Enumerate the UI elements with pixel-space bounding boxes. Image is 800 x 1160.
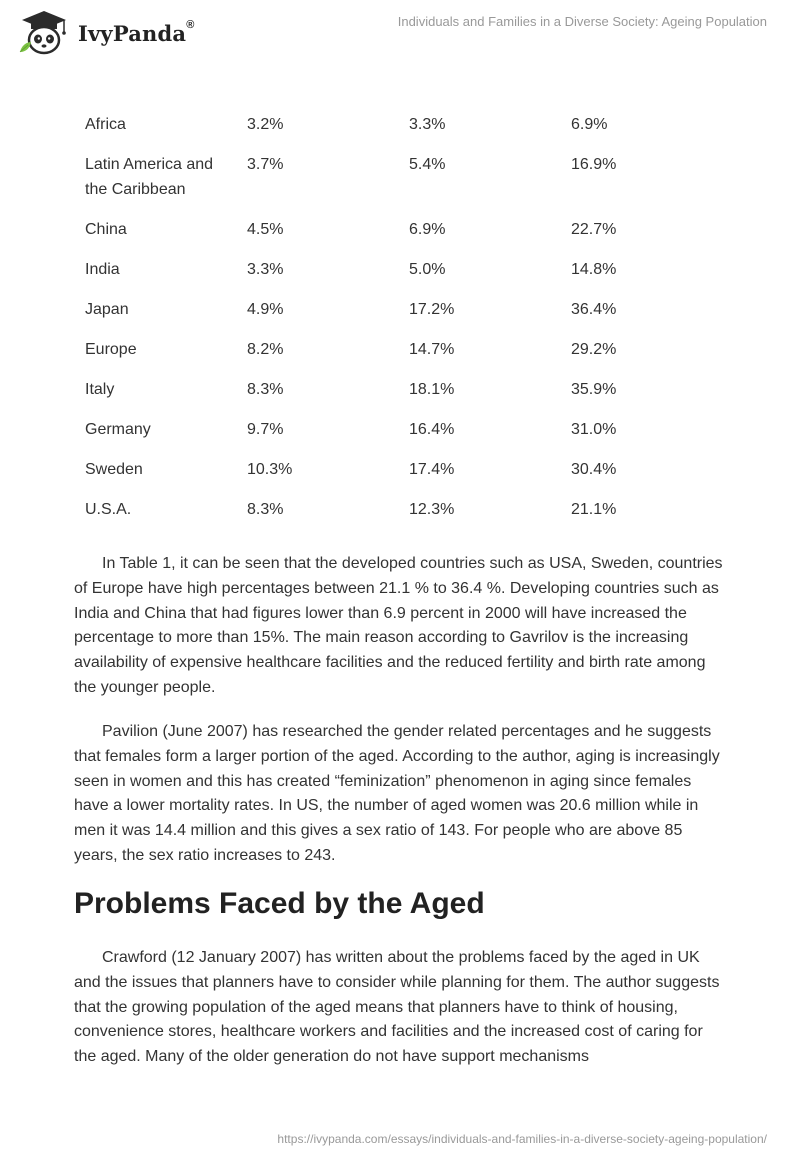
table-cell-region: Europe: [85, 341, 137, 358]
table-cell-value: 3.2%: [247, 116, 284, 133]
table-cell-value: 5.0%: [409, 261, 446, 278]
section-heading: Problems Faced by the Aged: [74, 887, 485, 920]
table-cell-value: 16.4%: [409, 421, 455, 438]
table-cell-value: 21.1%: [571, 501, 617, 518]
table-cell-region: Japan: [85, 301, 129, 318]
paragraph: [74, 946, 729, 1070]
table-cell-value: 35.9%: [571, 381, 617, 398]
table-cell-value: 22.7%: [571, 221, 617, 238]
table-cell-region: Italy: [85, 381, 115, 398]
table-row: [74, 250, 714, 290]
paragraph-text: In Table 1, it can be seen that the developed countries such as USA, Sweden, countries of Europe have high percentages between 21.1 % to 36.4 %. Developing countries such as India and China that had figures lower than 6.9 percent in 2000 will have increased the percentage to more than 15%. The main reason according to Gavrilov is the increasing availability of expensive healthcare facilities and the reduced fertility and birth rate among the younger people.: [74, 555, 723, 696]
table-cell-value: 8.3%: [247, 501, 284, 518]
table-cell-value: 16.9%: [571, 156, 617, 173]
table-cell-value: 10.3%: [247, 461, 293, 478]
table-cell-value: 8.3%: [247, 381, 284, 398]
table-cell-value: 5.4%: [409, 156, 446, 173]
page-header: [0, 0, 800, 70]
logo-wordmark: IvyPanda: [78, 20, 187, 46]
paragraph: [74, 552, 729, 701]
table-row: [74, 104, 714, 145]
table-cell-value: 9.7%: [247, 421, 284, 438]
table-row: [74, 450, 714, 490]
table-cell-value: 12.3%: [409, 501, 455, 518]
table-cell-value: 29.2%: [571, 341, 617, 358]
ageing-percentage-table: [74, 104, 714, 530]
table-cell-value: 6.9%: [409, 221, 446, 238]
table-cell-value: 17.2%: [409, 301, 455, 318]
table-cell-value: 6.9%: [571, 116, 608, 133]
table-cell-value: 30.4%: [571, 461, 617, 478]
table-cell-value: 17.4%: [409, 461, 455, 478]
table-cell-region: India: [85, 261, 120, 278]
source-url[interactable]: https://ivypanda.com/essays/individuals-and-families-in-a-diverse-society-ageing-population/: [277, 1132, 767, 1146]
table-cell-value: 31.0%: [571, 421, 617, 438]
table-cell-region: U.S.A.: [85, 501, 132, 518]
panda-graduate-icon: [16, 8, 72, 58]
ivypanda-logo[interactable]: [16, 8, 195, 58]
essay-title: Individuals and Families in a Diverse Society: Ageing Population: [397, 14, 767, 29]
table-cell-region: Latin America and the Caribbean: [85, 156, 214, 198]
table-cell-region: Germany: [85, 421, 151, 438]
table-cell-value: 14.8%: [571, 261, 617, 278]
table-row: [74, 145, 714, 210]
paragraph: [74, 720, 729, 869]
table-row: [74, 410, 714, 450]
paragraph-text: Crawford (12 January 2007) has written about the problems faced by the aged in UK and the issues that planners have to consider while planning for them. The author suggests that the growing population of the aged means that planners have to think of housing, convenience stores, healthcare workers and facilities and the increased cost of caring for the aged. Many of the older generation do not have support mechanisms: [74, 949, 720, 1066]
table-row: [74, 290, 714, 330]
table-cell-region: China: [85, 221, 127, 238]
paragraph-text: Pavilion (June 2007) has researched the gender related percentages and he suggests that females form a larger portion of the aged. According to the author, aging is increasingly seen in women and this has created “feminization” phenomenon in aging since females have a lower mortality rates. In US, the number of aged women was 20.6 million while in men it was 14.4 million and this gives a sex ratio of 143. For people who are above 85 years, the sex ratio increases to 243.: [74, 723, 720, 864]
table-cell-value: 36.4%: [571, 301, 617, 318]
table-cell-value: 18.1%: [409, 381, 455, 398]
registered-mark: ®: [186, 18, 195, 31]
table-cell-value: 3.3%: [247, 261, 284, 278]
table-cell-region: Africa: [85, 116, 126, 133]
table-row: [74, 370, 714, 410]
table-row: [74, 330, 714, 370]
table-cell-value: 4.5%: [247, 221, 284, 238]
table-cell-value: 14.7%: [409, 341, 455, 358]
table-cell-value: 3.3%: [409, 116, 446, 133]
table-cell-value: 4.9%: [247, 301, 284, 318]
table-row: [74, 210, 714, 250]
table-row: [74, 490, 714, 530]
table-cell-value: 3.7%: [247, 156, 284, 173]
table-cell-region: Sweden: [85, 461, 143, 478]
table-cell-value: 8.2%: [247, 341, 284, 358]
